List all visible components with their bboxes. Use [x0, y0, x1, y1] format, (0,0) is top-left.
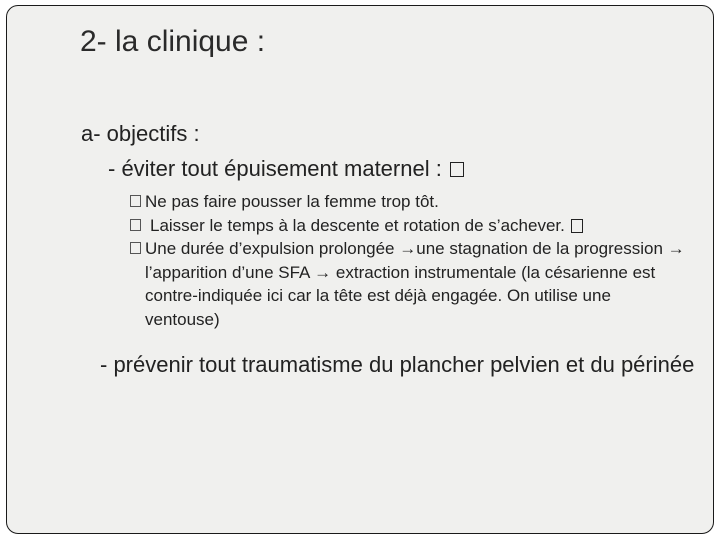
list-item	[128, 214, 688, 238]
missing-glyph-icon	[571, 219, 583, 233]
sub-heading	[108, 155, 464, 183]
sub-heading-text: - éviter tout épuisement maternel :	[108, 156, 442, 181]
bullet-box-icon	[130, 219, 141, 231]
slide-title: 2- la clinique :	[80, 25, 266, 58]
missing-glyph-icon	[450, 162, 464, 177]
bullet-text: Ne pas faire pousser la femme trop tôt.	[145, 192, 439, 211]
bullet-box-icon	[130, 195, 141, 207]
bullet-text: Laisser le temps à la descente et rotation de s’achever.	[150, 215, 565, 235]
list-item	[128, 190, 688, 214]
list-item	[128, 237, 688, 331]
prevention-text: - prévenir tout traumatisme du plancher pelvien et du périnée	[100, 352, 695, 377]
bullet-text: Une durée d’expulsion prolongée →une stagnation de la progression → l’apparition d’une SFA → extraction instrumentale (la césarienne est contre-indiquée ici car la tête est déjà engagée. On utilise une ventouse)	[145, 239, 685, 329]
section-heading: a- objectifs :	[81, 121, 200, 146]
bullet-list	[128, 190, 688, 331]
bullet-box-icon	[130, 242, 141, 254]
